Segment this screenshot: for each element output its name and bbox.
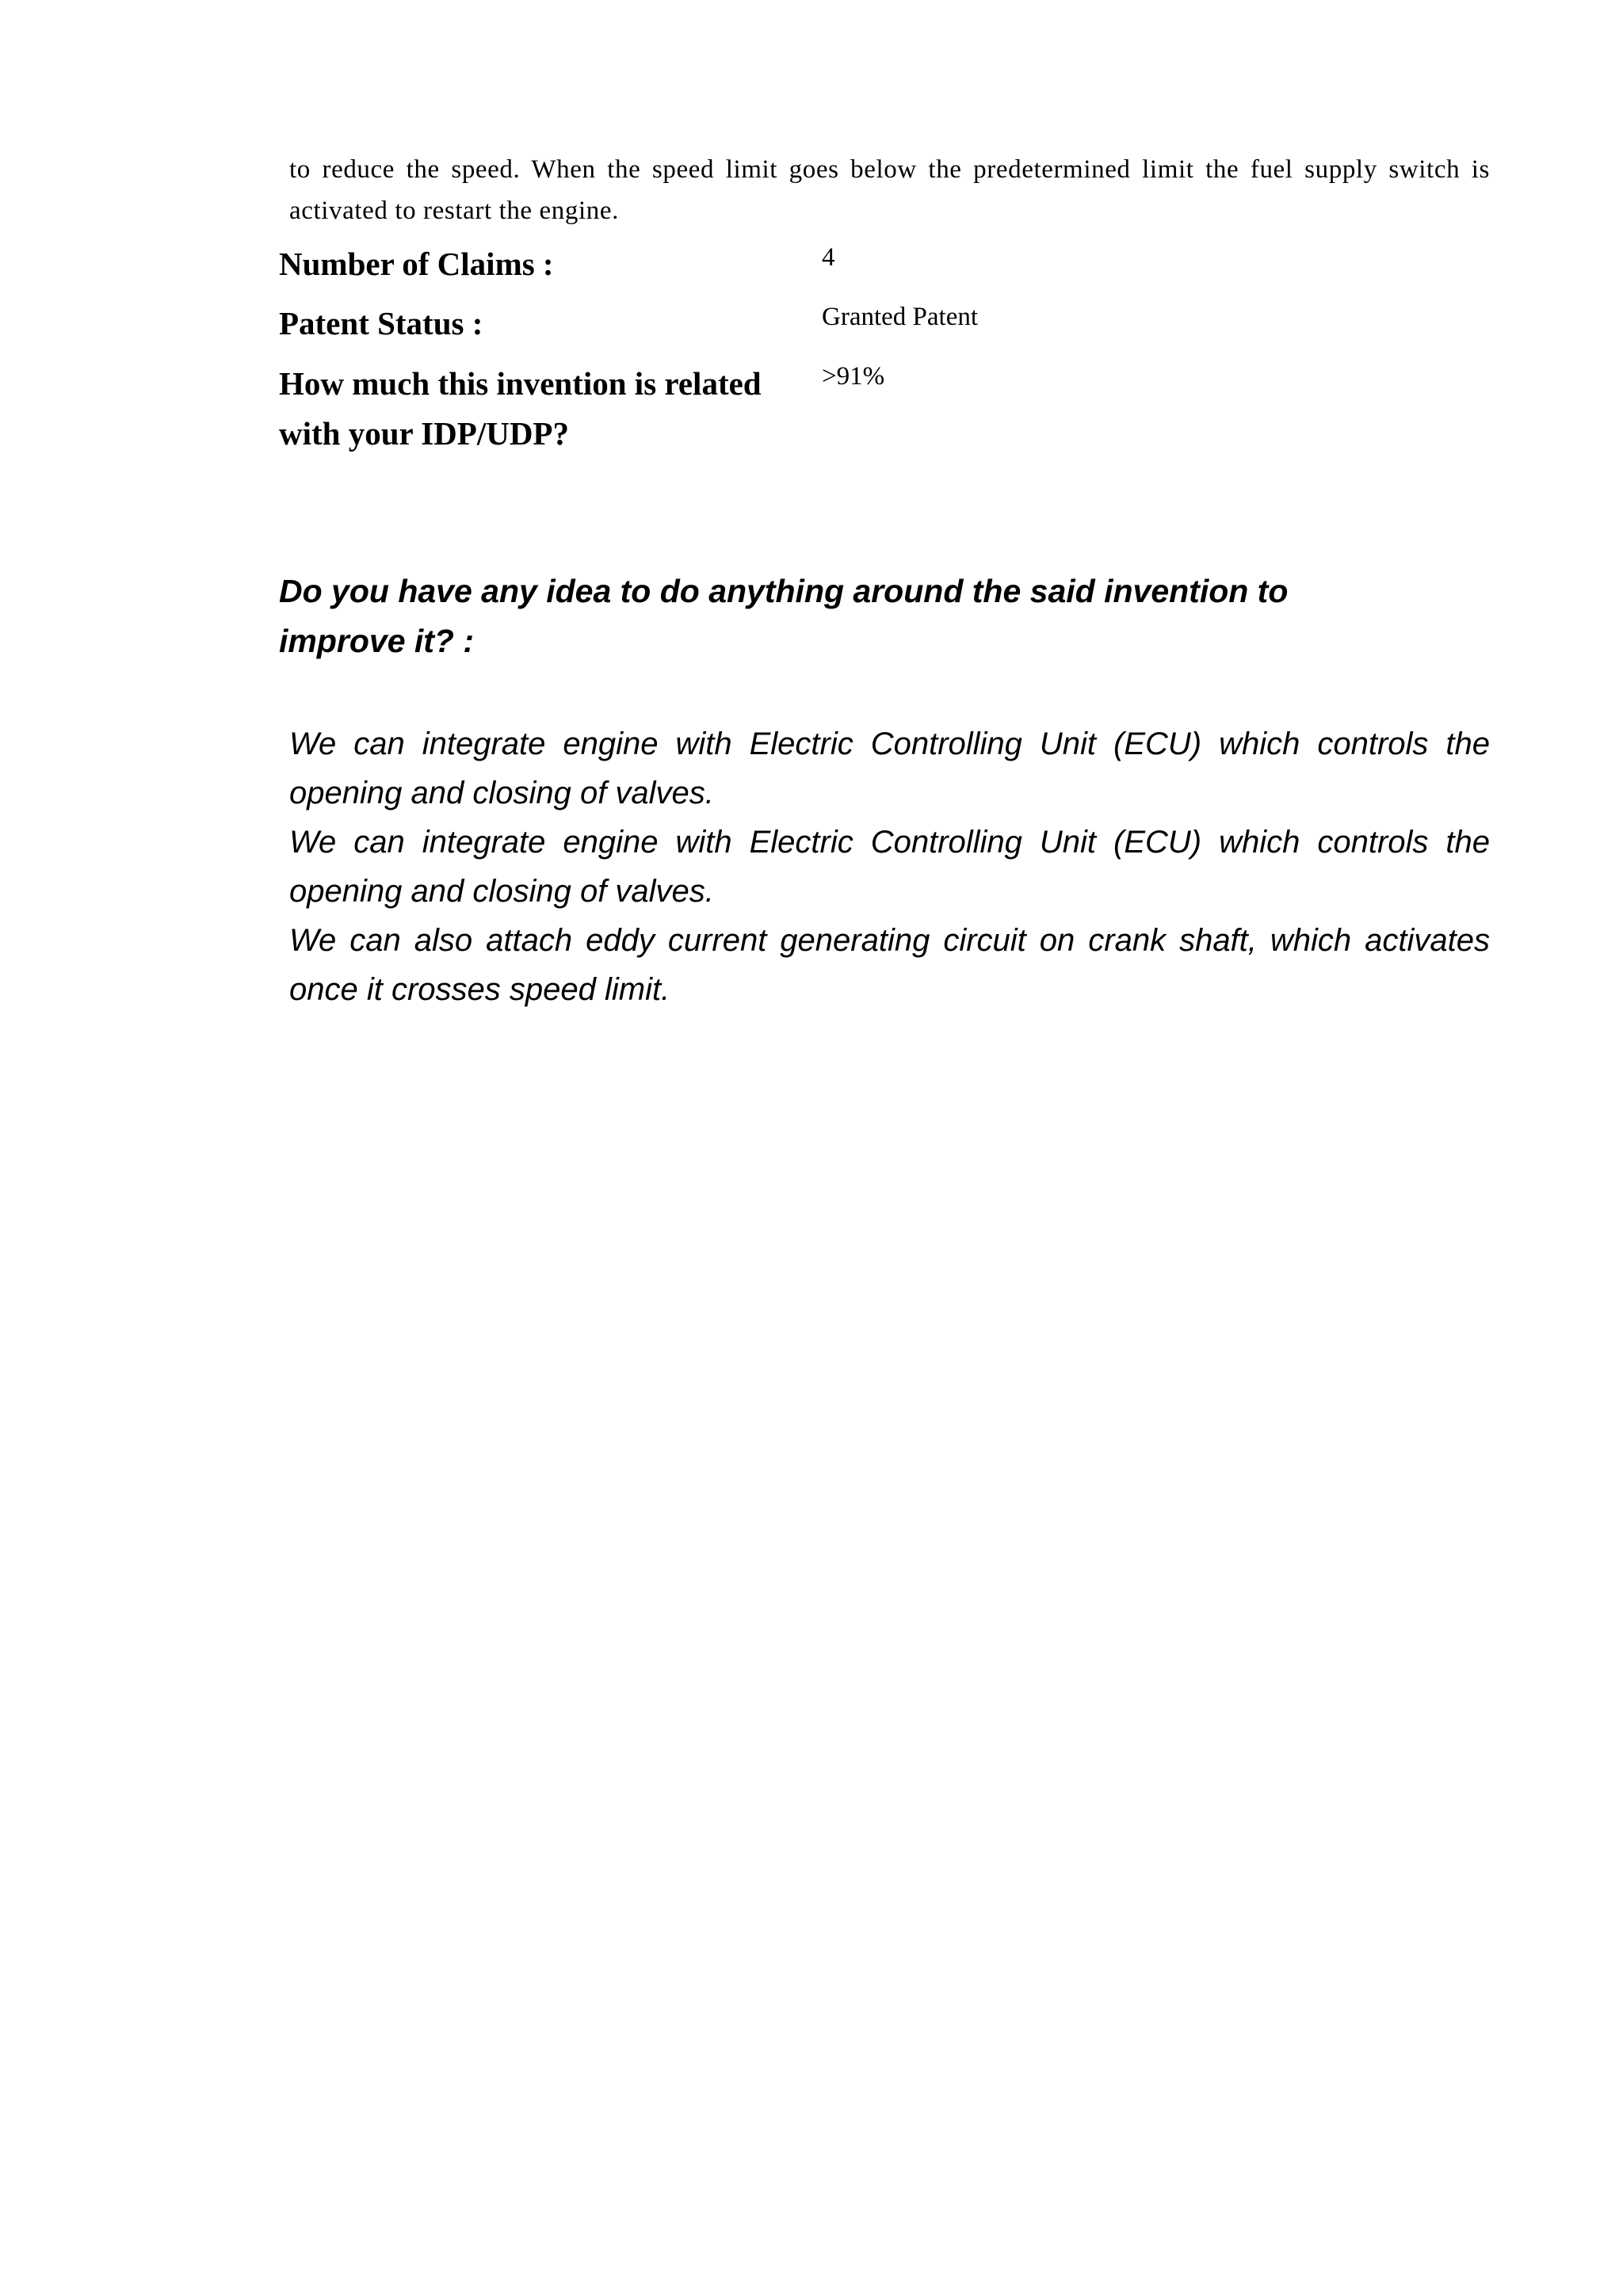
improvement-answers xyxy=(289,719,1490,1014)
patent-status-value: Granted Patent xyxy=(822,303,979,331)
answer-paragraph: We can also attach eddy current generating circuit on crank shaft, which activates once it crosses speed limit. xyxy=(289,923,1490,1007)
number-of-claims-value: 4 xyxy=(822,243,835,272)
answer-paragraph: We can integrate engine with Electric Controlling Unit (ECU) which controls the opening and closing of valves. xyxy=(289,825,1490,909)
relatedness-value: >91% xyxy=(822,362,885,391)
improvement-question-heading: Do you have any idea to do anything around the said invention to improve it? : xyxy=(279,573,1289,659)
number-of-claims-label: Number of Claims : xyxy=(279,246,554,282)
answer-paragraph: We can integrate engine with Electric Controlling Unit (ECU) which controls the opening and closing of valves. xyxy=(289,727,1490,810)
relatedness-label: How much this invention is related with your IDP/UDP? xyxy=(279,365,762,452)
patent-status-label: Patent Status : xyxy=(279,305,483,341)
intro-paragraph: to reduce the speed. When the speed limit goes below the predetermined limit the fuel supply switch is activated to restart the engine. xyxy=(289,155,1490,225)
